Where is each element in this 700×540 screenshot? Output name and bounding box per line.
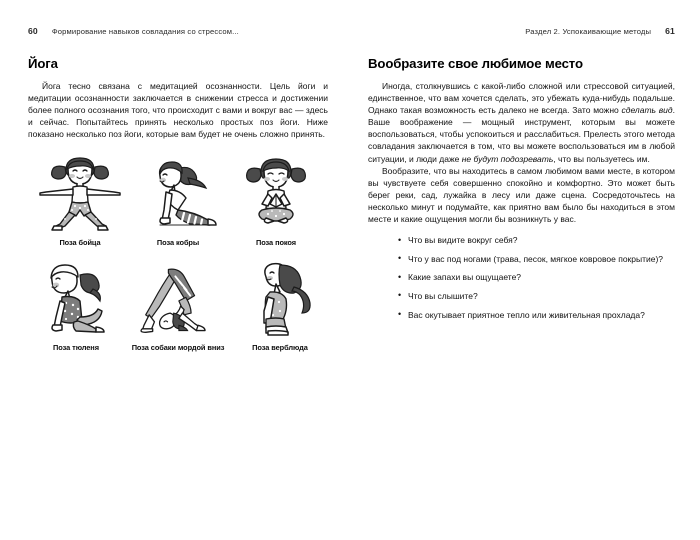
- para1-part-b: . Ваше воображение — мощный инструмент, которым вы можете воспользоваться, чтобы успокоиться и расслабиться. Прелесть этого метода совладания заключается в том, что вы можете воспользоваться им в любой ситуации, и люди даже: [368, 105, 675, 164]
- list-item: • Вас окутывает приятное тепло или живительная прохлада?: [398, 309, 675, 321]
- right-section-title: Вообразите свое любимое место: [368, 56, 583, 71]
- seal-pose-illustration: [28, 259, 124, 341]
- list-item: • Какие запахи вы ощущаете?: [398, 271, 675, 283]
- figure-warrior-pose: [31, 154, 129, 247]
- yoga-poses-row-1: [28, 154, 328, 247]
- rest-lotus-pose-illustration: [228, 154, 324, 236]
- figure-seal-pose: [28, 259, 124, 352]
- caption-rest-pose: Поза покоя: [255, 238, 297, 248]
- list-item: • Что вы видите вокруг себя?: [398, 234, 675, 246]
- downward-dog-pose-illustration: [130, 259, 226, 341]
- para1-part-a: Иногда, столкнувшись с какой-либо сложной или стрессовой ситуацией, единственное, что вам хочется сделать, это убежать куда-нибудь подальше. Однако такая возможность есть далеко не всегда. Зато можно: [368, 81, 675, 116]
- left-section-title: Йога: [28, 56, 58, 71]
- right-page-number: 61: [665, 26, 675, 36]
- figure-camel-pose: [232, 259, 328, 352]
- camel-pose-illustration: [232, 259, 328, 341]
- right-paragraph-2: Вообразите, что вы находитесь в самом любимом вами месте, в котором вы чувствуете себя совершенно спокойно и комфортно. Это может быть берег реки, сад, лужайка в лесу или даже сцена. Сосредоточьтесь на несколько минут и подумайте, как приятно вам было бы находиться в этом месте и какие ощущения могли бы возникнуть у вас.: [368, 165, 675, 225]
- right-running-head: [368, 26, 675, 40]
- list-item: • Что вы слышите?: [398, 290, 675, 302]
- figure-downward-dog-pose: [124, 259, 232, 352]
- para1-italic-1: сделать вид: [621, 105, 673, 116]
- left-page-number: 60: [28, 26, 38, 36]
- caption-cobra-pose: Поза кобры: [156, 238, 200, 248]
- warrior-pose-illustration: [32, 154, 128, 236]
- left-running-head-title: Формирование навыков совладания со стрессом...: [51, 27, 239, 36]
- yoga-poses-row-2: [28, 259, 328, 352]
- cobra-pose-illustration: [130, 154, 226, 236]
- caption-downward-dog-pose: Поза собаки мордой вниз: [131, 343, 225, 353]
- yoga-poses-figure-block: [28, 154, 328, 352]
- para1-part-c: , что вы пользуетесь им.: [553, 153, 650, 164]
- figure-cobra-pose: [129, 154, 227, 247]
- caption-seal-pose: Поза тюленя: [53, 343, 99, 353]
- right-paragraph-1: [368, 80, 675, 165]
- caption-camel-pose: Поза верблюда: [252, 343, 308, 353]
- imagination-prompt-list: [368, 234, 675, 320]
- right-page: [350, 0, 700, 540]
- left-running-head: [28, 26, 328, 40]
- caption-warrior-pose: Поза бойца: [59, 238, 101, 248]
- left-paragraph-1: Йога тесно связана с медитацией осознанности. Цель йоги и медитации осознанности заключается в снижении стресса и достижении более полного осознания того, что происходит с вами и вокруг вас — здесь и сейчас. Попытайтесь принять несколько простых поз йоги. Ниже показано несколько поз йоги, которые вам будет не очень сложно принять.: [28, 81, 328, 140]
- figure-rest-pose: [227, 154, 325, 247]
- right-running-head-title: Раздел 2. Успокаивающие методы: [525, 27, 652, 36]
- list-item: • Что у вас под ногами (трава, песок, мягкое ковровое покрытие)?: [398, 253, 675, 265]
- para1-italic-2: не будут подозревать: [461, 153, 554, 164]
